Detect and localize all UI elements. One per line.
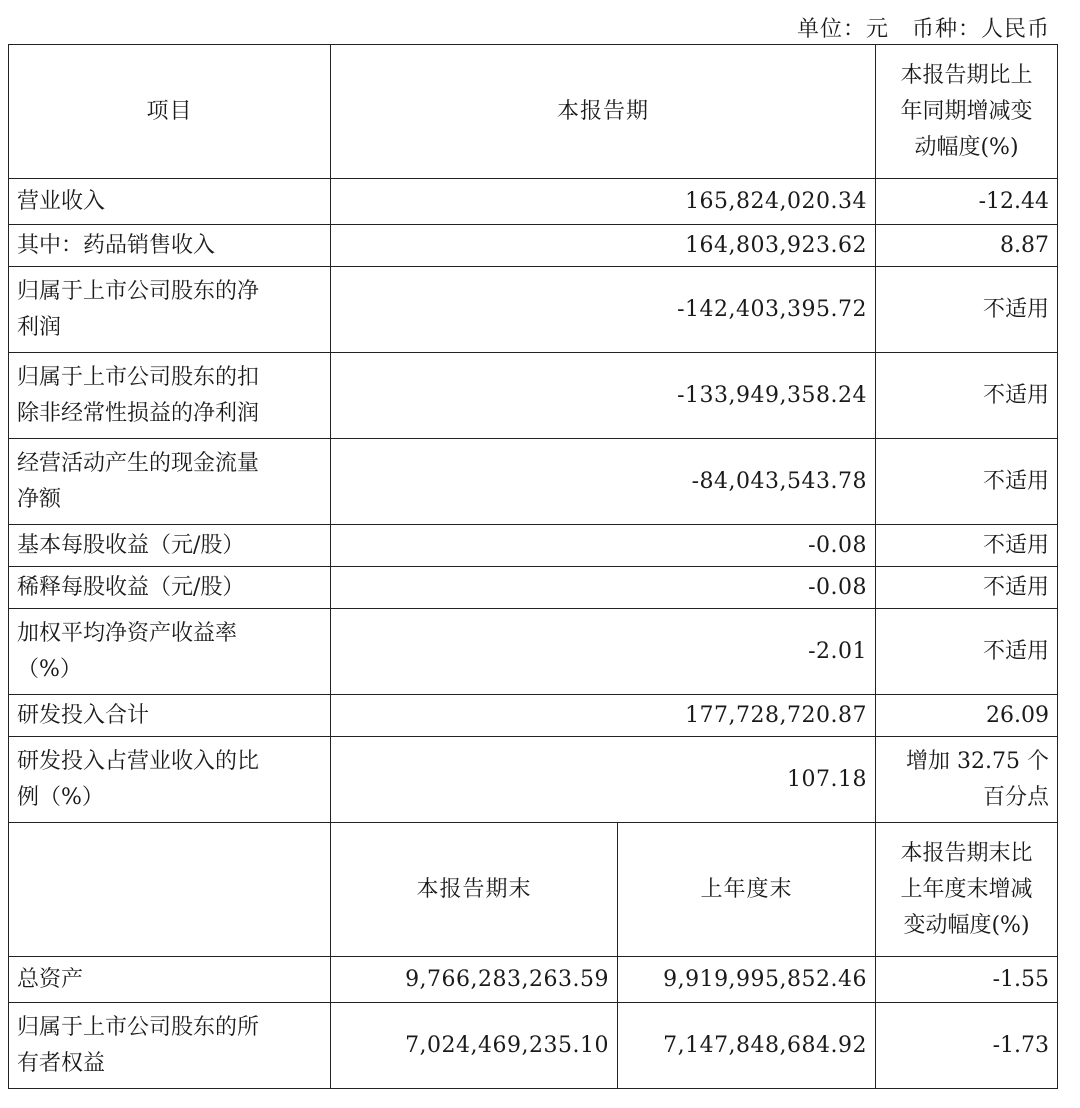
row-label-line: 稀释每股收益（元/股） — [17, 574, 245, 600]
row-yoy-change-line: 26.09 — [986, 702, 1050, 728]
row-current-value: -0.08 — [331, 567, 876, 609]
row-yoy-change — [876, 225, 1058, 267]
row-label — [9, 737, 331, 823]
row-period-end-change — [876, 1003, 1058, 1089]
row-label-line: 研发投入占营业收入的比 — [17, 748, 260, 774]
header-period-end-change-line: 变动幅度(%) — [903, 912, 1030, 938]
table-row — [9, 695, 1058, 737]
table-body — [9, 45, 1058, 1089]
header-blank-cell — [9, 823, 331, 957]
row-period-end-change — [876, 957, 1058, 1003]
row-label — [9, 225, 331, 267]
header-period-end-change — [876, 823, 1058, 957]
row-label — [9, 609, 331, 695]
row-label — [9, 695, 331, 737]
row-yoy-change — [876, 267, 1058, 353]
row-label — [9, 439, 331, 525]
row-current-value: -142,403,395.72 — [331, 267, 876, 353]
table-row — [9, 525, 1058, 567]
unit-currency-note: 单位：元 币种：人民币 — [796, 17, 1050, 42]
table-row — [9, 353, 1058, 439]
row-current-value: -0.08 — [331, 525, 876, 567]
table-row — [9, 737, 1058, 823]
row-label-line: 基本每股收益（元/股） — [17, 532, 245, 558]
row-prior-end-value: 9,919,995,852.46 — [618, 957, 876, 1003]
row-yoy-change-line: 百分点 — [983, 784, 1050, 810]
row-label-line: 例（%） — [17, 784, 104, 810]
row-label-line: 归属于上市公司股东的扣 — [17, 364, 260, 390]
row-yoy-change-line: 不适用 — [983, 296, 1050, 322]
row-yoy-change-line: 8.87 — [1000, 232, 1050, 258]
table-row — [9, 567, 1058, 609]
row-yoy-change — [876, 609, 1058, 695]
row-current-end-value: 9,766,283,263.59 — [331, 957, 618, 1003]
row-label — [9, 353, 331, 439]
row-yoy-change-line: -12.44 — [978, 188, 1050, 214]
row-yoy-change — [876, 525, 1058, 567]
row-yoy-change-line: 增加 32.75 个 — [906, 748, 1050, 774]
header-row-period — [9, 45, 1058, 179]
row-current-value: -2.01 — [331, 609, 876, 695]
row-yoy-change-line: 不适用 — [983, 638, 1050, 664]
row-current-end-value: 7,024,469,235.10 — [331, 1003, 618, 1089]
row-label-line: 净额 — [17, 486, 62, 512]
header-yoy-change-line: 本报告期比上 — [900, 62, 1033, 88]
row-period-end-change-line: -1.55 — [992, 966, 1050, 992]
row-current-value: 164,803,923.62 — [331, 225, 876, 267]
header-period-end-change-line: 本报告期末比 — [900, 840, 1033, 866]
row-label-line: 经营活动产生的现金流量 — [17, 450, 260, 476]
row-yoy-change — [876, 353, 1058, 439]
financial-data-table — [8, 44, 1058, 1089]
row-yoy-change-line: 不适用 — [983, 382, 1050, 408]
table-row — [9, 609, 1058, 695]
row-yoy-change — [876, 439, 1058, 525]
header-current-period-end: 本报告期末 — [331, 823, 618, 957]
row-current-value: -133,949,358.24 — [331, 353, 876, 439]
row-yoy-change — [876, 179, 1058, 225]
table-row — [9, 267, 1058, 353]
header-yoy-change-line: 年同期增减变 — [900, 98, 1033, 124]
row-label — [9, 1003, 331, 1089]
row-yoy-change — [876, 695, 1058, 737]
table-row — [9, 439, 1058, 525]
header-period-end-change-line: 上年度末增减 — [900, 876, 1033, 902]
row-label — [9, 179, 331, 225]
row-yoy-change-line: 不适用 — [983, 574, 1050, 600]
row-period-end-change-line: -1.73 — [992, 1032, 1050, 1058]
row-label-line: 营业收入 — [17, 188, 106, 214]
row-yoy-change-line: 不适用 — [983, 532, 1050, 558]
row-label-line: 研发投入合计 — [17, 702, 150, 728]
row-label-line: 除非经常性损益的净利润 — [17, 400, 260, 426]
table-row — [9, 1003, 1058, 1089]
header-row-period-end — [9, 823, 1058, 957]
row-current-value: 177,728,720.87 — [331, 695, 876, 737]
row-label-line: 其中：药品销售收入 — [17, 232, 216, 258]
row-current-value: 165,824,020.34 — [331, 179, 876, 225]
row-label-line: 总资产 — [17, 966, 84, 992]
table-row — [9, 225, 1058, 267]
row-label — [9, 267, 331, 353]
row-label — [9, 567, 331, 609]
table-row — [9, 957, 1058, 1003]
row-label-line: 归属于上市公司股东的净 — [17, 278, 260, 304]
header-yoy-change — [876, 45, 1058, 179]
header-prior-year-end: 上年度末 — [618, 823, 876, 957]
row-label-line: 利润 — [17, 314, 62, 340]
table-row — [9, 179, 1058, 225]
row-yoy-change — [876, 567, 1058, 609]
row-current-value: -84,043,543.78 — [331, 439, 876, 525]
row-label-line: 加权平均净资产收益率 — [17, 620, 238, 646]
header-current-period: 本报告期 — [331, 45, 876, 179]
row-yoy-change-line: 不适用 — [983, 468, 1050, 494]
row-label-line: 归属于上市公司股东的所 — [17, 1014, 260, 1040]
header-item: 项目 — [9, 45, 331, 179]
header-yoy-change-line: 动幅度(%) — [914, 134, 1019, 160]
row-yoy-change — [876, 737, 1058, 823]
row-label — [9, 525, 331, 567]
row-current-value: 107.18 — [331, 737, 876, 823]
row-label-line: （%） — [17, 656, 82, 682]
row-label-line: 有者权益 — [17, 1050, 106, 1076]
row-label — [9, 957, 331, 1003]
row-prior-end-value: 7,147,848,684.92 — [618, 1003, 876, 1089]
